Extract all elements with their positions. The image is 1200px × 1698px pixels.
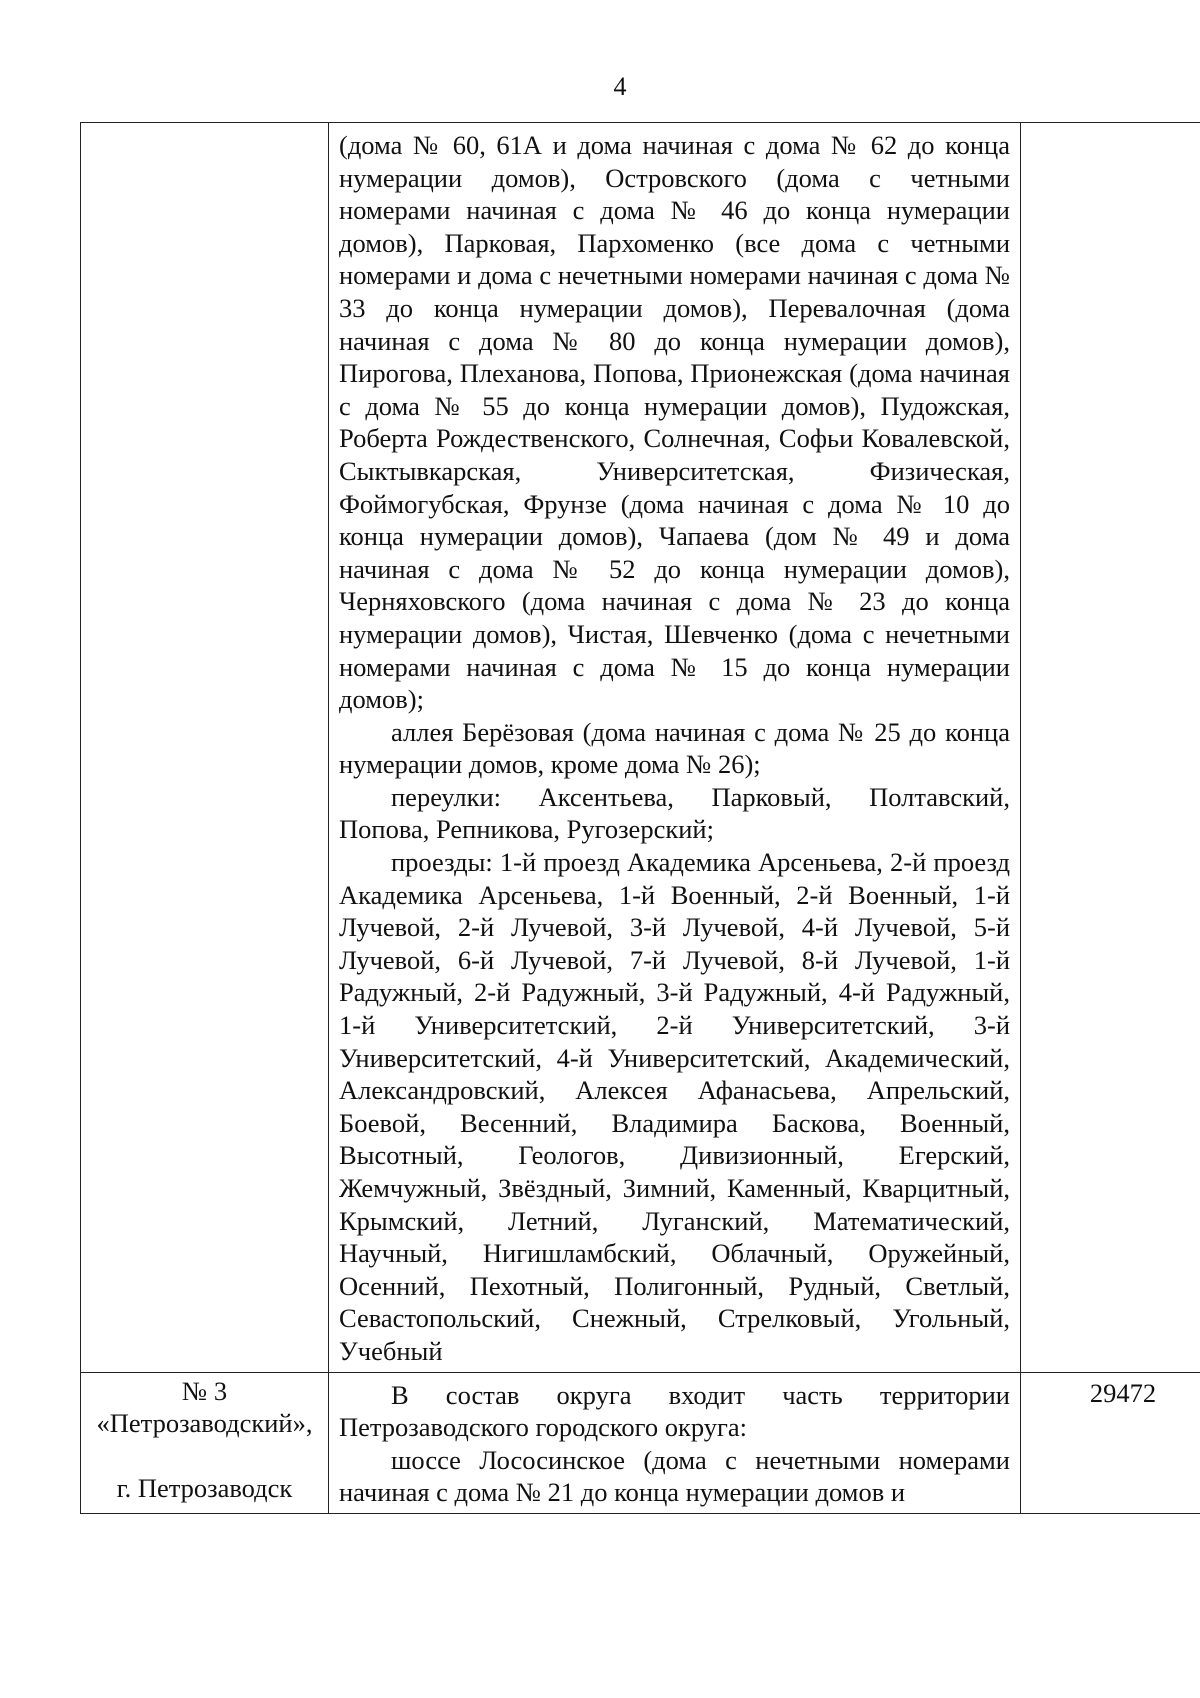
district-name-cell bbox=[81, 123, 329, 1373]
district-description-cell bbox=[329, 1372, 1021, 1513]
district-title: «Петрозаводский», bbox=[96, 1408, 313, 1439]
district-number: № 3 bbox=[181, 1375, 228, 1406]
description-paragraph: В состав округа входит часть территории Петрозаводского городского округа: bbox=[339, 1379, 1010, 1443]
voters-count-cell: 29472 bbox=[1021, 1372, 1200, 1513]
description-paragraph: (дома № 60, 61А и дома начиная с дома № 62 до конца нумерации домов), Островского (дома с четными номерами начиная с дома № 46 до конца нумерации домов), Парковая, Пархоменко (все дома с четными номерами и дома с нечетными номерами начиная с дома № 33 до конца нумерации домов), Перевалочная (дома начиная с дома № 80 до конца нумерации домов), Пирогова, Плеханова, Попова, Прионежская (дома начиная с дома № 55 до конца нумерации домов), Пудожская, Роберта Рождественского, Солнечная, Софьи Ковалевской, Сыктывкарская, Университетская, Физическая, Фоймогубская, Фрунзе (дома начиная с дома № 10 до конца нумерации домов), Чапаева (дом № 49 и дома начиная с дома № 52 до конца нумерации домов), Черняховского (дома начиная с дома № 23 до конца нумерации домов), Чистая, Шевченко (дома с нечетными номерами начиная с дома № 15 до конца нумерации домов); bbox=[339, 130, 1010, 715]
description-paragraph: переулки: Аксентьева, Парковый, Полтавский, Попова, Репникова, Ругозерский; bbox=[339, 781, 1010, 845]
page-number: 4 bbox=[613, 72, 627, 101]
table-row bbox=[81, 123, 1200, 1373]
table-row bbox=[81, 1372, 1200, 1513]
district-description-cell bbox=[329, 123, 1021, 1373]
district-name-cell bbox=[81, 1372, 329, 1513]
district-city: г. Петрозаводск bbox=[116, 1472, 293, 1503]
voters-count-cell bbox=[1021, 123, 1200, 1373]
districts-table bbox=[80, 122, 1200, 1514]
description-paragraph: аллея Берёзовая (дома начиная с дома № 25 до конца нумерации домов, кроме дома № 26); bbox=[339, 716, 1010, 780]
description-paragraph: проезды: 1-й проезд Академика Арсеньева, 2-й проезд Академика Арсеньева, 1-й Военный, 2-й Военный, 1-й Лучевой, 2-й Лучевой, 3-й Лучевой, 4-й Лучевой, 5-й Лучевой, 6-й Лучевой, 7-й Лучевой, 8-й Лучевой, 1-й Радужный, 2-й Радужный, 3-й Радужный, 4-й Радужный, 1-й Университетский, 2-й Университетский, 3-й Университетский, 4-й Университетский, Академический, Александровский, Алексея Афанасьева, Апрельский, Боевой, Весенний, Владимира Баскова, Военный, Высотный, Геологов, Дивизионный, Егерский, Жемчужный, Звёздный, Зимний, Каменный, Кварцитный, Крымский, Летний, Луганский, Математический, Научный, Нигишламбский, Облачный, Оружейный, Осенний, Пехотный, Полигонный, Рудный, Светлый, Севастопольский, Снежный, Стрелковый, Угольный, Учебный bbox=[339, 847, 1010, 1366]
description-paragraph: шоссе Лососинское (дома с нечетными номерами начиная с дома № 21 до конца нумерации домов и bbox=[339, 1444, 1010, 1508]
